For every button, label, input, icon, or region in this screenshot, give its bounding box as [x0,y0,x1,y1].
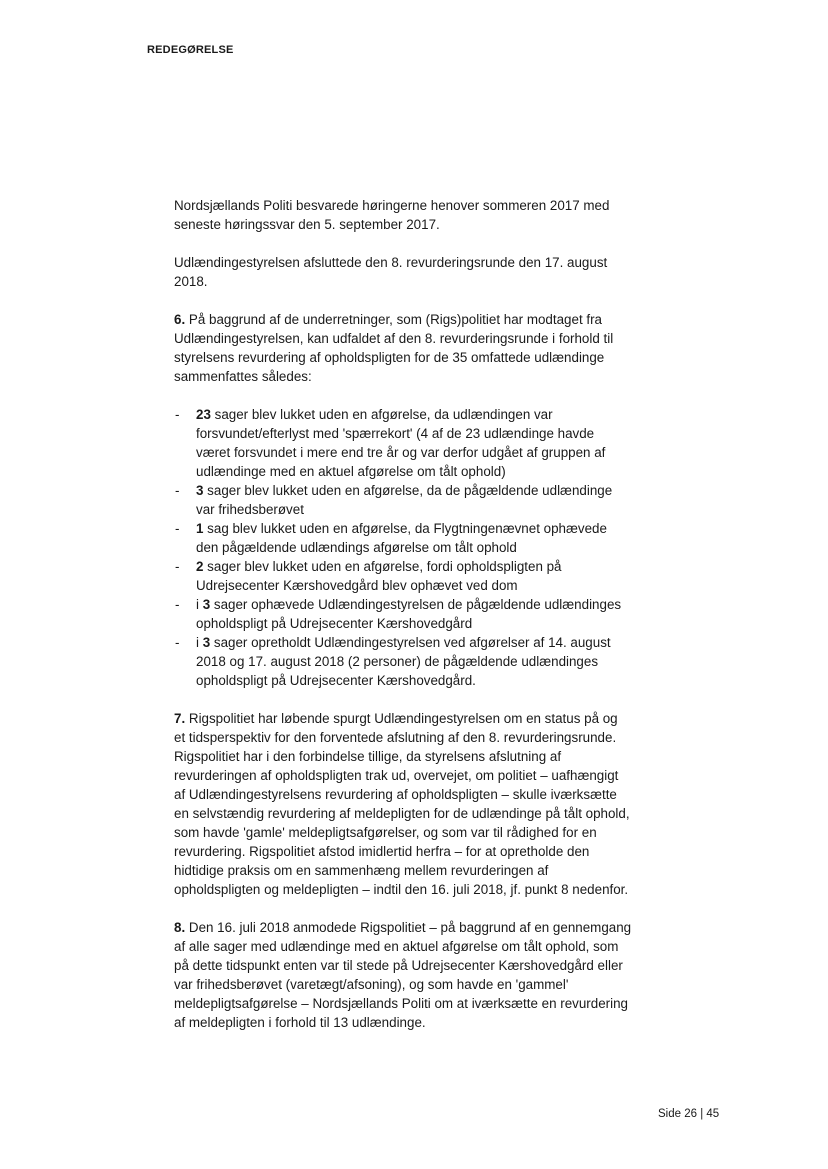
paragraph-text: På baggrund af de underretninger, som (Rigs)politiet har modtaget fra Udlændingestyrelsen, kan udfaldet af den 8. revurderingsrunde i forhold til styrelsens revurdering af opholdspligten for de 35 omfattede udlændinge sammenfattes således: [174,312,614,384]
count: 23 [196,407,211,422]
paragraph-number: 7. [174,711,186,726]
count: 1 [196,521,204,536]
list-item: - 2 sager blev lukket uden en afgørelse, fordi opholdspligten på Udrejsecenter Kærshovedgård blev ophævet ved dom [175,559,562,593]
list-dash: - [175,635,180,650]
list-dash: - [175,407,180,422]
list-item: - i 3 sager opretholdt Udlændingestyrelsen ved afgørelser af 14. august 2018 og 17. august 2018 (2 personer) de pågældende udlændinges opholdspligt på Udrejsecenter Kærshovedgård. [175,635,611,688]
paragraph-number: 8. [174,920,186,935]
count: 3 [202,635,211,650]
count: 2 [196,559,204,574]
paragraph-7 [174,709,632,899]
list-dash: - [175,483,180,498]
page-number: Side 26 | 45 [658,1108,720,1120]
paragraph-8 [174,918,632,1032]
paragraph-revision-end: Udlændingestyrelsen afsluttede den 8. revurderingsrunde den 17. august 2018. [174,255,608,289]
count: 3 [202,597,211,612]
list-item: - i 3 sager ophævede Udlændingestyrelsen de pågældende udlændinges opholdspligt på Udrejsecenter Kærshovedgård [175,597,622,631]
paragraph-number: 6. [174,312,186,327]
paragraph-text: Rigspolitiet har løbende spurgt Udlændingestyrelsen om en status på og et tidsperspektiv for den forventede afslutning af den 8. revurderingsrunde. Rigspolitiet har i den forbindelse tillige, da styrelsens afslutning af revurderingen af opholdspligten trak ud, overvejet, om politiet – uafhængigt af Udlændingestyrelsens revurdering af opholdspligten – skulle iværksætte en selvstændig revurdering af meldepligten for de udlændinge på tålt ophold, som havde 'gamle' meldepligtsafgørelser, og som var til rådighed for en revurdering. Rigspolitiet afstod imidlertid herfra – for at opretholde den hidtidige praksis om en sammenhæng mellem revurderingen af opholdspligten og meldepligten – indtil den 16. juli 2018, jf. punkt 8 nedenfor. [174,711,630,897]
document-body [174,196,632,1051]
list-item: - 1 sag blev lukket uden en afgørelse, da Flygtningenævnet ophævede den pågældende udlændings afgørelse om tålt ophold [175,521,607,555]
list-dash: - [175,559,180,574]
outcome-list [174,405,632,690]
document-header-title: REDEGØRELSE [147,44,234,56]
list-item: - 3 sager blev lukket uden en afgørelse, da de pågældende udlændinge var frihedsberøvet [175,483,613,517]
count: 3 [196,483,204,498]
paragraph-6 [174,310,632,386]
list-dash: - [175,597,180,612]
paragraph-hearings: Nordsjællands Politi besvarede høringerne henover sommeren 2017 med seneste høringssvar den 5. september 2017. [174,198,610,232]
paragraph-text: Den 16. juli 2018 anmodede Rigspolitiet – på baggrund af en gennemgang af alle sager med udlændinge med en aktuel afgørelse om tålt ophold, som på dette tidspunkt enten var til stede på Udrejsecenter Kærshovedgård eller var frihedsberøvet (varetægt/afsoning), og som havde en 'gammel' meldepligtsafgørelse – Nordsjællands Politi om at iværksætte en revurdering af meldepligten i forhold til 13 udlændinge. [174,920,632,1030]
list-item: - 23 sager blev lukket uden en afgørelse, da udlændingen var forsvundet/efterlyst med 'spærrekort' (4 af de 23 udlændinge havde været forsvundet i mere end tre år og var derfor udgået af gruppen af udlændinge med en aktuel afgørelse om tålt ophold) [175,407,606,479]
list-dash: - [175,521,180,536]
